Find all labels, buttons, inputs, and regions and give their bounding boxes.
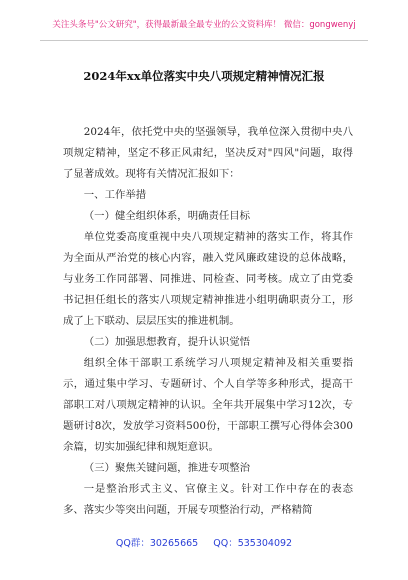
- document-title: 2024年xx单位落实中央八项规定精神情况汇报: [83, 69, 325, 83]
- footer-contact: [0, 535, 408, 549]
- top-banner: 关注头条号"公文研究"，获得最新最全最专业的公文资料库！ 微信：gongwenyj: [52, 20, 356, 30]
- intro-paragraph: 2024年，依托党中央的坚强领导，我单位深入贯彻中央八项规定精神，坚定不移正风肃纪，坚决反对"四风"问题，取得了显著成效。现将有关情况汇报如下：: [63, 126, 353, 180]
- section-heading: 一、工作举措: [83, 189, 147, 201]
- footer-qq: QQ：535304092: [213, 538, 293, 549]
- body-paragraph: 一是整治形式主义、官僚主义。针对工作中存在的表态多、落实少等突出问题，开展专项整治行动，严格精简: [63, 483, 353, 516]
- subsection-heading: （一）健全组织体系，明确责任目标: [83, 210, 251, 222]
- document-body: [63, 122, 353, 521]
- footer-qq-group: QQ群：30265665: [115, 538, 199, 549]
- subsection-heading: （二）加强思想教育，提升认识觉悟: [83, 336, 251, 348]
- banner-divider: [40, 40, 368, 41]
- body-paragraph: 单位党委高度重视中央八项规定精神的落实工作，将其作为全面从严治党的核心内容，融入党风廉政建设的总体战略，与业务工作同部署、同推进、同检查、同考核。成立了由党委书记担任组长的落实八项规定精神推进小组明确职责分工，形成了上下联动、层层压实的推进机制。: [63, 231, 353, 327]
- body-paragraph: 组织全体干部职工系统学习八项规定精神及相关重要指示，通过集中学习、专题研讨、个人自学等多种形式，提高干部职工对八项规定精神的认识。全年共开展集中学习12次，专题研讨8次，发放学习资料500份，干部职工撰写心得体会300余篇，切实加强纪律和规矩意识。: [63, 357, 353, 453]
- subsection-heading: （三）聚焦关键问题，推进专项整治: [83, 462, 251, 474]
